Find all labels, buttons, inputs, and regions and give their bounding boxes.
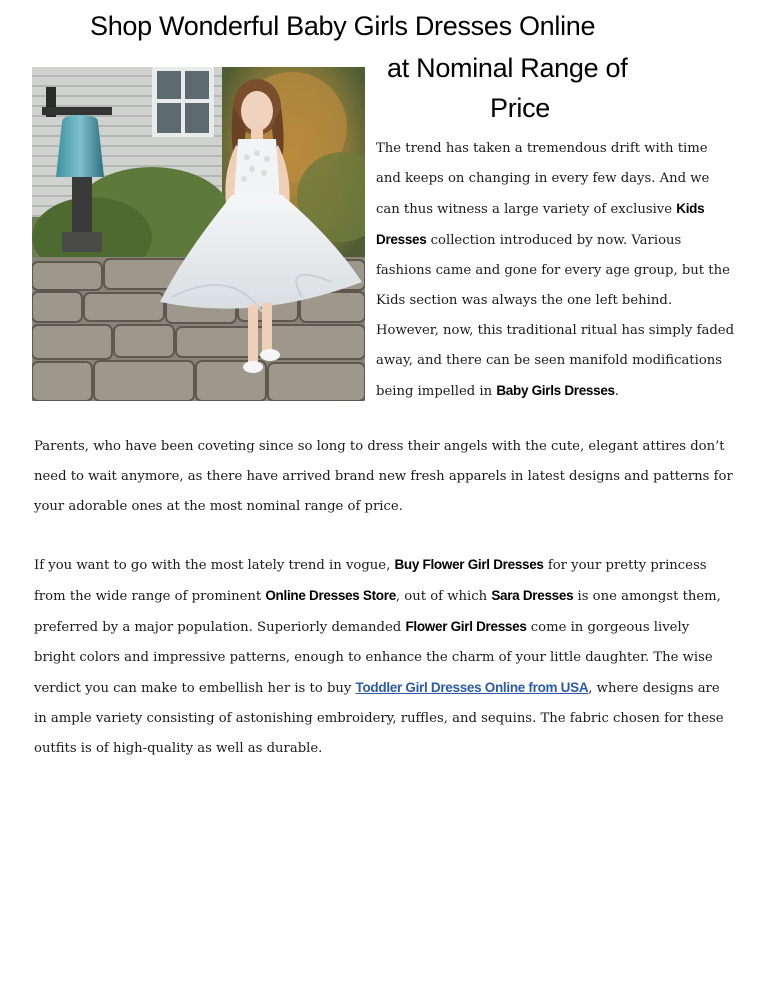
- keyword-kids-dresses: Kids Dresses: [376, 201, 705, 247]
- para3-text-5: come in gorgeous lively bright colors and impressive patterns, enough to enhance the charm of your little daughter. The wise verdict you can make to embellish her is to buy: [34, 620, 713, 696]
- para3-text-4: is one amongst them, preferred by a major population. Superiorly demanded: [34, 589, 721, 635]
- page-title-line-2: at Nominal Range of: [387, 53, 628, 83]
- page-title-line-3: Price: [490, 93, 551, 123]
- flower-girl-paragraph: [34, 550, 734, 764]
- intro-paragraph: [376, 134, 736, 407]
- intro-text-1: The trend has taken a tremendous drift with time and keeps on changing in every few days. And we can thus witness a large variety of exclusive: [376, 141, 710, 217]
- para3-text-1: If you want to go with the most lately trend in vogue,: [34, 558, 395, 573]
- girl-in-white-dress-photo: [32, 67, 365, 401]
- keyword-online-dresses-store: Online Dresses Store: [265, 588, 396, 603]
- toddler-girl-dresses-link[interactable]: Toddler Girl Dresses Online from USA: [355, 680, 589, 695]
- keyword-flower-girl-dresses: Flower Girl Dresses: [405, 619, 527, 634]
- para3-text-3: , out of which: [395, 589, 492, 604]
- keyword-buy-flower-girl-dresses: Buy Flower Girl Dresses: [394, 557, 544, 572]
- para3-text-6: , where designs are in ample variety consisting of astonishing embroidery, ruffles, and sequins. The fabric chosen for these outfits is of high-quality as well as durable.: [34, 681, 724, 756]
- keyword-sara-dresses: Sara Dresses: [491, 588, 574, 603]
- intro-text-3: .: [614, 384, 619, 399]
- para3-text-2: for your pretty princess from the wide range of prominent: [34, 558, 707, 604]
- intro-text-2: collection introduced by now. Various fashions came and gone for every age group, but the Kids section was always the one left behind. However, now, this traditional ritual has simply faded away, and there can be seen manifold modifications being impelled in: [376, 233, 735, 399]
- parents-paragraph: Parents, who have been coveting since so long to dress their angels with the cute, elegant attires don’t need to wait anymore, as there have arrived brand new fresh apparels in latest designs and patterns for your adorable ones at the most nominal range of price.: [34, 439, 733, 514]
- page-title-line-1: Shop Wonderful Baby Girls Dresses Online: [90, 11, 596, 41]
- keyword-baby-girls-dresses: Baby Girls Dresses: [496, 383, 615, 398]
